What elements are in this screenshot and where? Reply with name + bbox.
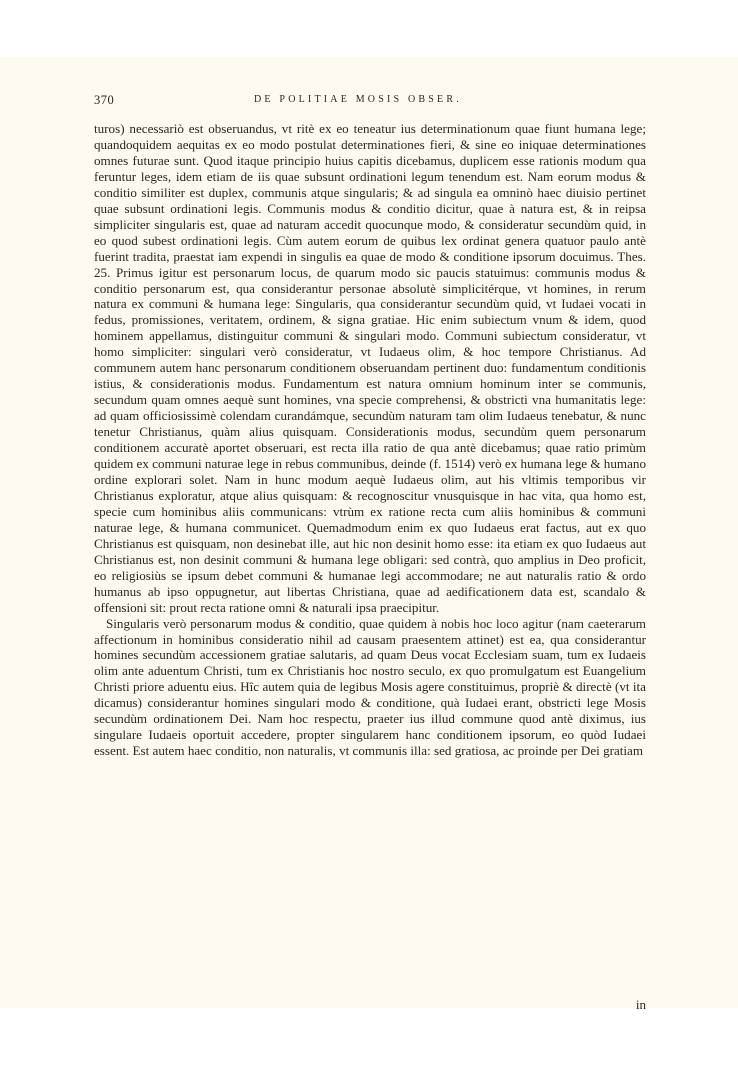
paragraph: turos) necessariò est obseruandus, vt ritè ex eo teneatur ius determinationum quae fiunt humana lege; quandoquidem aequitas ex eo modo postulat determinationes fieri, & sine eo iniquae determinationes omnes futurae sunt. Quod itaque principio huius capitis dicebamus, duplicem esse rationis modum qua feruntur leges, idem etiam de iis quae subsunt ordinationi legum tenendum est. Nam eorum modus & conditio similiter est duplex, communis atque singularis; & ad singula ea omninò haec diuisio pertinet quae subsunt ordinationi legis. Communis modus & conditio dicitur, quae à natura est, & in reipsa simpliciter singularis est, quae ad naturam accedit quocunque modo, & consideratur secundùm quid, in eo quod subest ordinationi legis. Cùm autem eorum de quibus lex ordinat genera quatuor paulo antè fuerint tradita, praestat iam expendi in singulis ea quae de modo & conditione ipsorum docuimus. Thes. 25. Primus igitur est personarum locus, de quarum modo sic paucis statuimus: communis modus & conditio personarum est, qua considerantur personae absolutè simplicitérque, vt homines, in rerum natura ex communi & humana lege: Singularis, qua considerantur secundùm quid, vt Iudaei vocati in fedus, promissiones, veritatem, ordinem, & signa gratiae. Hic enim subiectum vnum & idem, quod hominem appellamus, distinguitur communi & singulari modo. Communi subiectum consideratur, vt homo simpliciter: singulari verò consideratur, vt Iudaeus olim, & hoc tempore Christianus. Ad communem autem hanc personarum conditionem obseruandam pertinent duo: fundamentum conditionis istius, & considerationis modus. Fundamentum est natura omnium hominum inter se communis, secundum quam omnes aequè sunt homines, vna specie comprehensi, & obstricti vna humanitatis lege: ad quam officiosissimè colendam curandámque, secundùm naturam tam olim Iudaeus tenebatur, & nunc tenetur Christianus, quàm alius quisquam. Considerationis modus, secundùm quem personarum conditionem accuratè aportet obseruari, est recta illa ratio de qua antè dicebamus; quae ratio primùm quidem ex communi naturae lege in rebus communibus, deinde (f. 1514) verò ex humana lege & humano ordine explorari solet. Nam in hunc modum aequè Iudaeus olim, aut his vltimis temporibus vir Christianus exploratur, atque alius quisquam: & recognoscitur vnusquisque in hac vita, qua homo est, specie cum hominibus aliis communicans: vtrùm ex ratione recta cum aliis hominibus & communi naturae lege, & humana communicet. Quemadmodum enim ex quo Iudaeus erat factus, aut ex quo Christianus est quisquam, non desinebat ille, aut hic non desinit homo esse: ita etiam ex quo Iudaeus aut Christianus est, non desinit communi & humana lege obligari: sed contrà, quo amplius in Deo proficit, eo religiosiùs se ipsum debet communi & humanae legi accommodare; ne aut naturalis ratio & ordo humanus ab ipso oppugnetur, aut libertas Christiana, quae ad aedificationem data est, scandalo & offensioni sit: prout recta ratione omni & naturali ipsa praecipitur. [94,121,646,615]
bottom-margin [0,1008,738,1068]
page-number: 370 [94,93,115,107]
body-text [94,121,646,759]
running-title: DE POLITIAE MOSIS OBSER. [254,94,462,105]
page-header [94,93,646,109]
paragraph: Singularis verò personarum modus & conditio, quae quidem à nobis hoc loco agitur (nam caeterarum affectionum in hominibus consideratio nihil ad causam praesentem attinet) est ea, qua considerantur homines secundùm accessionem gratiae salutaris, ad quam Deus vocat Ecclesiam suam, tum ex Iudaeis olim ante aduentum Christi, tum ex Christianis hoc nostro seculo, ex quo promulgatum est Euangelium Christi priore aduentu eius. Hîc autem quia de legibus Mosis agere constituimus, propriè & directè (vt ita dicamus) considerantur homines singulari modo & conditione, quà Iudaei erant, obstricti lege Mosis secundùm ordinationem Dei. Nam hoc respectu, praeter ius illud commune quod antè diximus, ius singulare Iudaeis oportuit accedere, propter singularem hanc conditionem ipsorum, eo quòd Iudaei essent. Est autem haec conditio, non naturalis, vt communis illa: sed gratiosa, ac proinde per Dei gratiam [94,615,646,759]
top-margin [0,0,738,57]
catchword: in [635,997,646,1012]
